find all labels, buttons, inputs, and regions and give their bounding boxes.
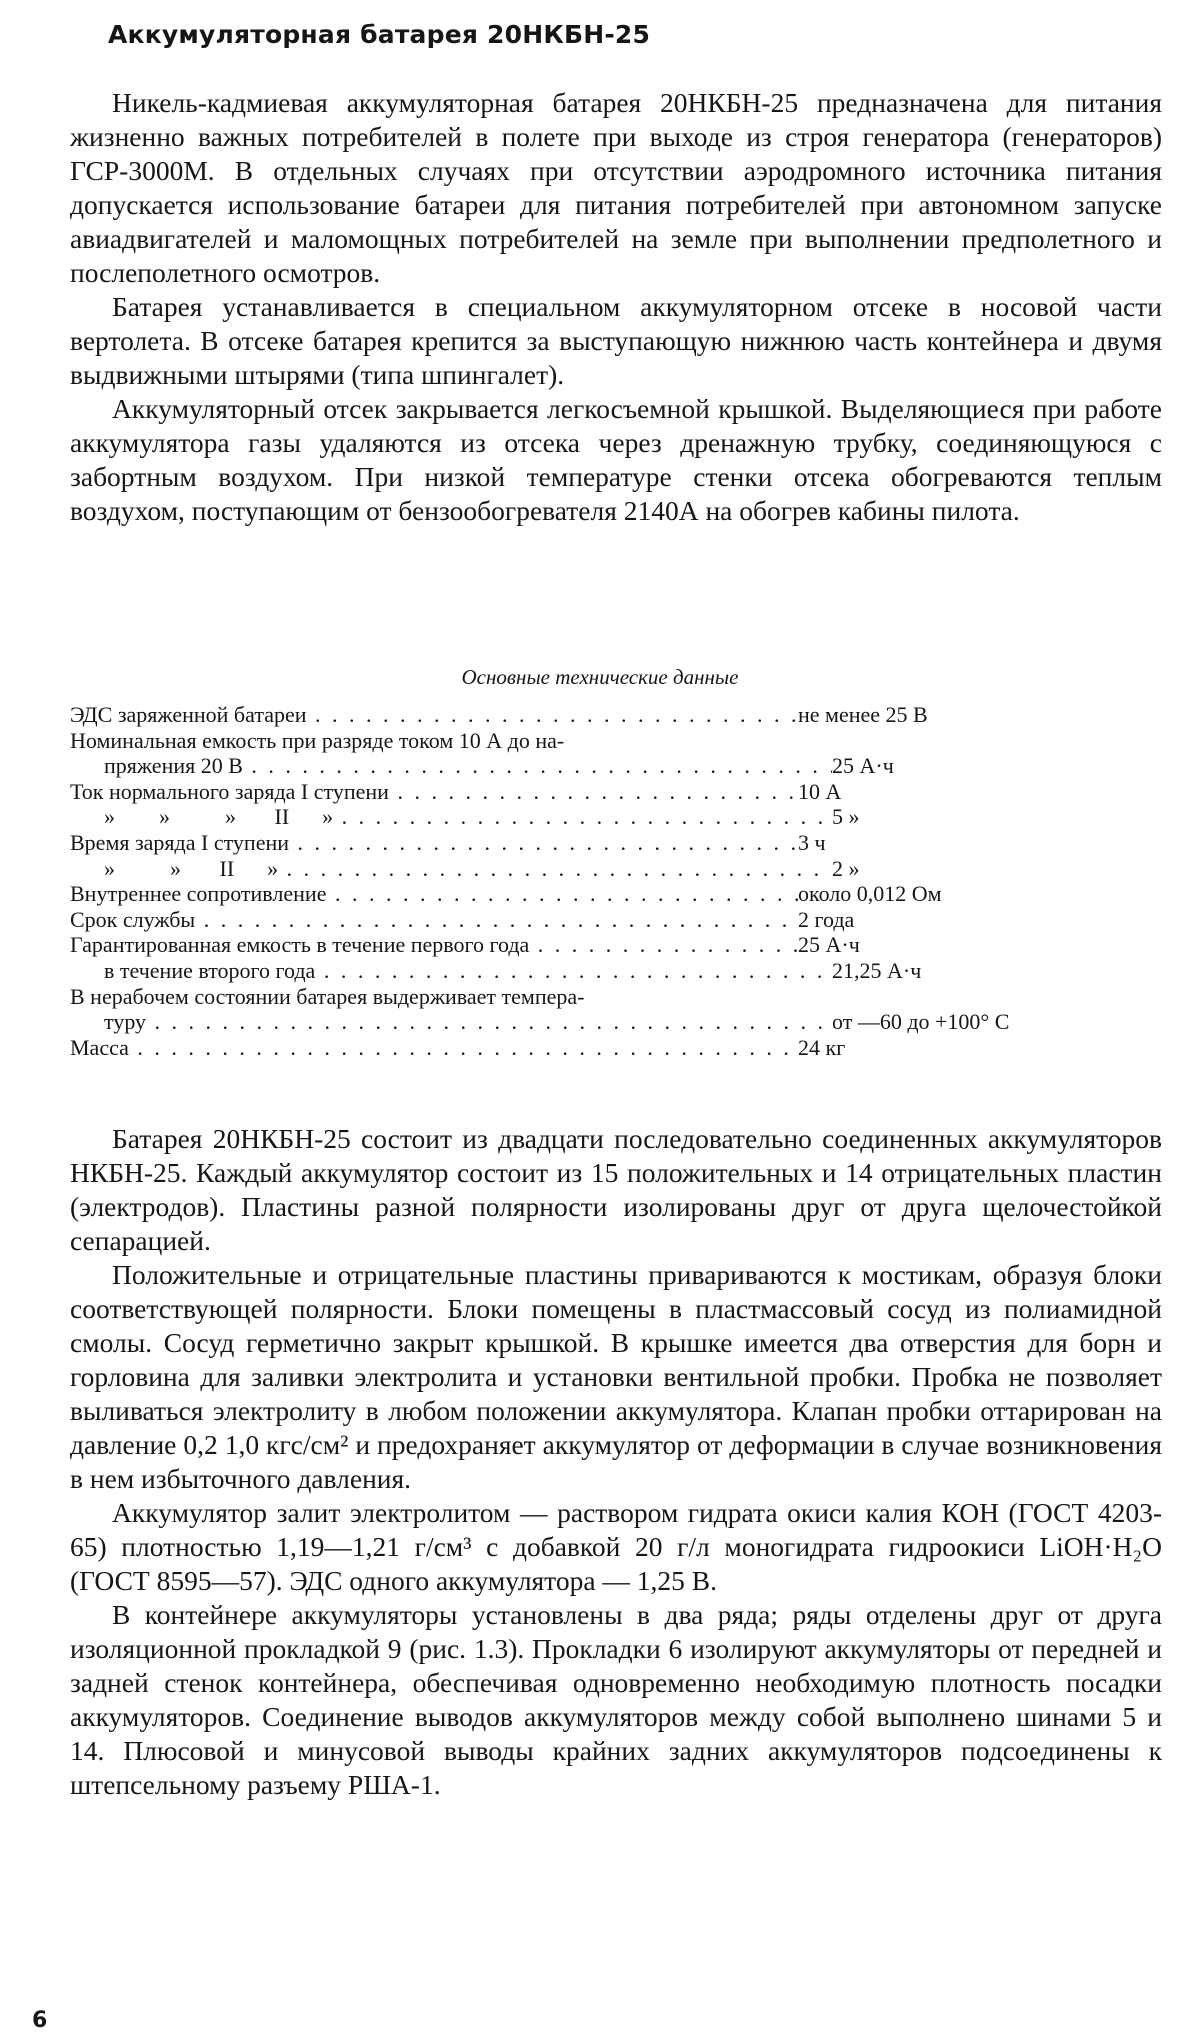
spec-label: туру . . . <box>70 1009 832 1035</box>
spec-row <box>70 1009 1170 1035</box>
intro-text <box>70 86 1162 528</box>
spec-label: Масса . . . <box>70 1035 798 1061</box>
spec-row <box>70 958 1170 984</box>
spec-label: Время заряда I ступени . . . <box>70 830 798 856</box>
main-text <box>70 1122 1162 1802</box>
section-heading: Аккумуляторная батарея 20НКБН-25 <box>108 20 651 49</box>
paragraph: В контейнере аккумуляторы установлены в два ряда; ряды отделены друг от друга изоляционной прокладкой 9 (рис. 1.3). Прокладки 6 изолируют аккумуляторы от передней и задней стенок контейнера, обеспечивая одновременно необходимую плотность посадки аккумуляторов. Соединение выводов аккумуляторов между собой выполнено шинами 5 и 14. Плюсовой и минусовой выводы крайних задних аккумуляторов подсоединены к штепсельному разъему РША-1. <box>70 1599 1162 1800</box>
paragraph: Аккумулятор залит электролитом — раствором гидрата окиси калия КОН (ГОСТ 4203-65) плотностью 1,19—1,21 г/см³ с добавкой 20 г/л моногидрата гидроокиси LiOH·H₂O (ГОСТ 8595—57). ЭДС одного аккумулятора — 1,25 В. <box>70 1497 1162 1596</box>
spec-value: 5 » <box>832 804 860 830</box>
spec-row <box>70 728 1170 754</box>
spec-label: в течение второго года . . . <box>70 958 832 984</box>
spec-label: Ток нормального заряда I ступени . . . <box>70 779 798 805</box>
spec-row <box>70 881 1170 907</box>
spec-value: 21,25 А·ч <box>832 957 922 983</box>
spec-row <box>70 702 1170 728</box>
spec-value: 10 А <box>798 778 842 804</box>
paragraph: Батарея устанавливается в специальном аккумуляторном отсеке в носовой части вертолета. В отсеке батарея крепится за выступающую нижнюю часть контейнера и двумя выдвижными штырями (типа шпингалет). <box>70 291 1162 390</box>
paragraph: Положительные и отрицательные пластины привариваются к мостикам, образуя блоки соответствующей полярности. Блоки помещены в пластмассовый сосуд из полиамидной смолы. Сосуд герметично закрыт крышкой. В крышке имеется два отверстия для борн и горловина для заливки электролита и установки вентильной пробки. Пробка не позволяет выливаться электролиту в любом положении аккумулятора. Клапан пробки оттарирован на давление 0,2 1,0 кгс/см² и предохраняет аккумулятор от деформации в случае возникновения в нем избыточного давления. <box>70 1259 1162 1494</box>
spec-label: » » » II » . . . <box>70 804 832 830</box>
spec-value: 25 А·ч <box>798 932 860 958</box>
spec-value: 24 кг <box>798 1034 846 1060</box>
paragraph: Батарея 20НКБН-25 состоит из двадцати последовательно соединенных аккумуляторов НКБН-25. Каждый аккумулятор состоит из 15 положительных и 14 отрицательных пластин (электродов). Пластины разной полярности изолированы друг от друга щелочестойкой сепарацией. <box>70 1123 1162 1256</box>
spec-value: 2 » <box>832 855 860 881</box>
spec-label: Номинальная емкость при разряде током 10 А до на- <box>70 727 565 753</box>
spec-row <box>70 1035 1170 1061</box>
spec-label: Срок службы . . . <box>70 907 798 933</box>
spec-label: В нерабочем состоянии батарея выдерживает темпера- <box>70 983 585 1009</box>
spec-label: » » II » . . . <box>70 856 832 882</box>
spec-row <box>70 984 1170 1010</box>
spec-row <box>70 830 1170 856</box>
spec-value: 25 А·ч <box>832 753 894 779</box>
spec-value: 2 года <box>798 906 855 932</box>
spec-label: Гарантированная емкость в течение первого года . . . <box>70 932 798 958</box>
spec-row <box>70 856 1170 882</box>
paragraph: Аккумуляторный отсек закрывается легкосъемной крышкой. Выделяющиеся при работе аккумулятора газы удаляются из отсека через дренажную трубку, соединяющуюся с забортным воздухом. При низкой температуре стенки отсека обогреваются теплым воздухом, поступающим от бензообогревателя 2140А на обогрев кабины пилота. <box>70 393 1162 526</box>
spec-label: пряжения 20 В . . . <box>70 753 832 779</box>
specs-caption: Основные технические данные <box>461 665 739 689</box>
spec-row <box>70 779 1170 805</box>
spec-row <box>70 804 1170 830</box>
spec-label: Внутреннее сопротивление . . . <box>70 881 798 907</box>
spec-label: ЭДС заряженной батареи . . . <box>70 702 798 728</box>
spec-value: не менее 25 В <box>798 702 928 727</box>
spec-value: 3 ч <box>798 829 826 855</box>
specs-table <box>70 702 1170 1060</box>
page-number: 6 <box>32 2008 48 2033</box>
spec-row <box>70 932 1170 958</box>
paragraph: Никель-кадмиевая аккумуляторная батарея 20НКБН-25 предназначена для питания жизненно важных потребителей в полете при выходе из строя генератора (генераторов) ГСР-3000М. В отдельных случаях при отсутствии аэродромного источника питания допускается использование батареи для питания потребителей при автономном запуске авиадвигателей и маломощных потребителей на земле при выполнении предполетного и послеполетного осмотров. <box>70 87 1162 288</box>
spec-row <box>70 907 1170 933</box>
spec-value: от —60 до +100° С <box>832 1009 1010 1035</box>
spec-row <box>70 753 1170 779</box>
spec-value: около 0,012 Ом <box>798 881 942 907</box>
